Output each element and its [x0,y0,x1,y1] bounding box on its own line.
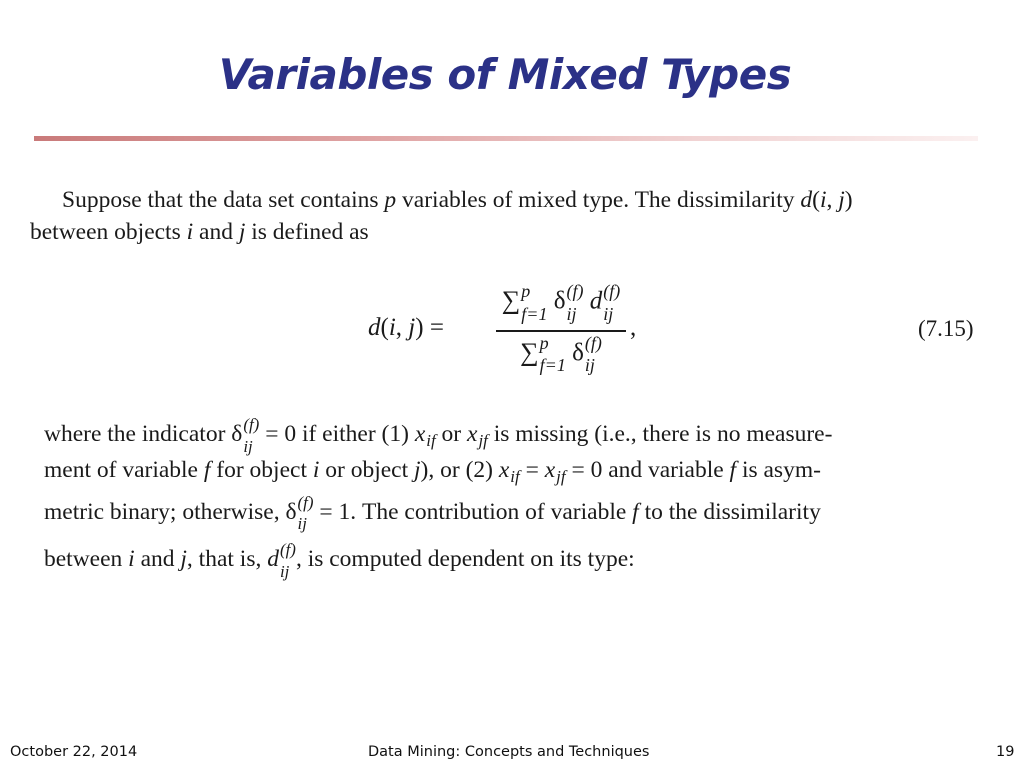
text-span: Suppose that the data set contains [62,187,385,213]
var-i: i [186,219,194,245]
superscript: (f) [297,492,314,512]
var-j: j [408,314,416,341]
var-i: i [388,314,396,341]
subscript: ij [603,303,614,324]
subscript: ij [566,303,577,324]
text-span: , that is, [186,546,268,573]
indicator-line-3 [44,492,979,534]
text-span: to the dissimilarity [638,498,821,525]
var-i: i [819,187,827,213]
equation-number: (7.15) [918,316,974,341]
text-span: between [44,546,129,573]
superscript: (f) [279,540,296,560]
var-p: p [384,187,397,213]
var-d: d [267,546,279,573]
text-span: is missing (i.e., there is no measure- [487,421,833,448]
var-f: f [729,456,737,483]
var-x: x [544,456,556,483]
equation-comma: , [630,314,637,341]
superscript: (f) [566,281,584,301]
d-scripts [279,540,296,581]
text-span: ment of variable [44,456,204,483]
var-x: x [498,456,510,483]
sum-lower-limit: f=1 [539,355,566,376]
text-span: , [395,314,409,341]
sum-symbol: ∑ [501,285,521,315]
text-span: and [134,546,181,573]
text-span: is asym- [736,456,821,483]
text-span: ( [812,187,820,213]
subscript: ij [584,355,595,376]
intro-paragraph [30,184,990,248]
intro-line-1 [30,184,990,216]
sum-upper-limit: p [521,281,531,301]
title-divider [34,136,978,141]
delta-symbol: δ [572,339,584,367]
delta-scripts [243,415,260,456]
sum-symbol: ∑ [520,337,539,367]
var-j: j [414,456,421,483]
var-x: x [467,421,478,448]
text-span: or [435,421,467,448]
delta-scripts [566,281,584,324]
text-span: , is computed dependent on its type: [295,546,635,573]
slide-title: Variables of Mixed Types [218,50,792,99]
text-span: metric binary; otherwise, [44,498,286,525]
sum-limits [521,281,548,324]
subscript: if [510,466,520,486]
fraction-numerator [496,280,626,330]
indicator-line-1 [44,415,979,456]
var-f: f [203,456,211,483]
indicator-line-4 [44,540,979,581]
var-i: i [128,546,135,573]
subscript: if [426,431,436,451]
var-d: d [368,314,381,341]
superscript: (f) [243,415,260,434]
delta-scripts [584,332,602,376]
var-d: d [589,287,603,315]
equation-fraction [496,280,626,382]
subscript: ij [279,561,290,581]
delta-scripts [297,492,314,534]
equals-sign: = [423,314,444,341]
text-span: where the indicator [44,421,232,448]
text-span: or object [319,456,415,483]
fraction-denominator [496,332,626,382]
d-scripts [603,281,621,324]
indicator-line-2 [44,454,979,488]
dissimilarity-equation [368,280,974,380]
delta-symbol: δ [553,287,566,315]
text-span: ), or (2) [420,456,499,483]
var-j: j [180,546,187,573]
text-span: is defined as [245,219,369,245]
text-span: and [193,219,239,245]
text-span: ( [380,314,389,341]
delta-symbol: δ [231,421,243,448]
var-j: j [238,219,246,245]
footer-course-title: Data Mining: Concepts and Techniques [368,744,650,760]
var-d: d [800,187,813,213]
sum-lower-limit: f=1 [521,303,548,324]
delta-symbol: δ [285,498,297,525]
var-i: i [312,456,320,483]
text-span: = [519,456,545,483]
text-span: between objects [30,219,187,245]
footer-date: October 22, 2014 [10,744,138,760]
superscript: (f) [584,332,602,353]
text-span: = 0 and variable [565,456,730,483]
text-span: , [826,187,839,213]
subscript: jf [478,431,488,451]
superscript: (f) [603,281,621,301]
text-span: ) [844,187,853,213]
footer-page-number: 19 [996,744,1015,760]
indicator-paragraph [44,415,979,581]
var-x: x [414,421,426,448]
subscript: jf [556,466,566,486]
sum-limits [539,332,566,376]
sum-upper-limit: p [539,332,549,353]
text-span: ) [415,314,424,341]
text-span: for object [210,456,313,483]
intro-line-2 [30,216,990,248]
subscript: ij [297,514,307,534]
equation-lhs [368,314,444,342]
text-span: variables of mixed type. The dissimilarity [396,187,801,213]
text-span: = 0 if either (1) [259,421,415,448]
var-f: f [632,498,639,525]
subscript: ij [243,436,253,456]
text-span: = 1. The contribution of variable [313,498,633,525]
var-j: j [838,187,845,213]
